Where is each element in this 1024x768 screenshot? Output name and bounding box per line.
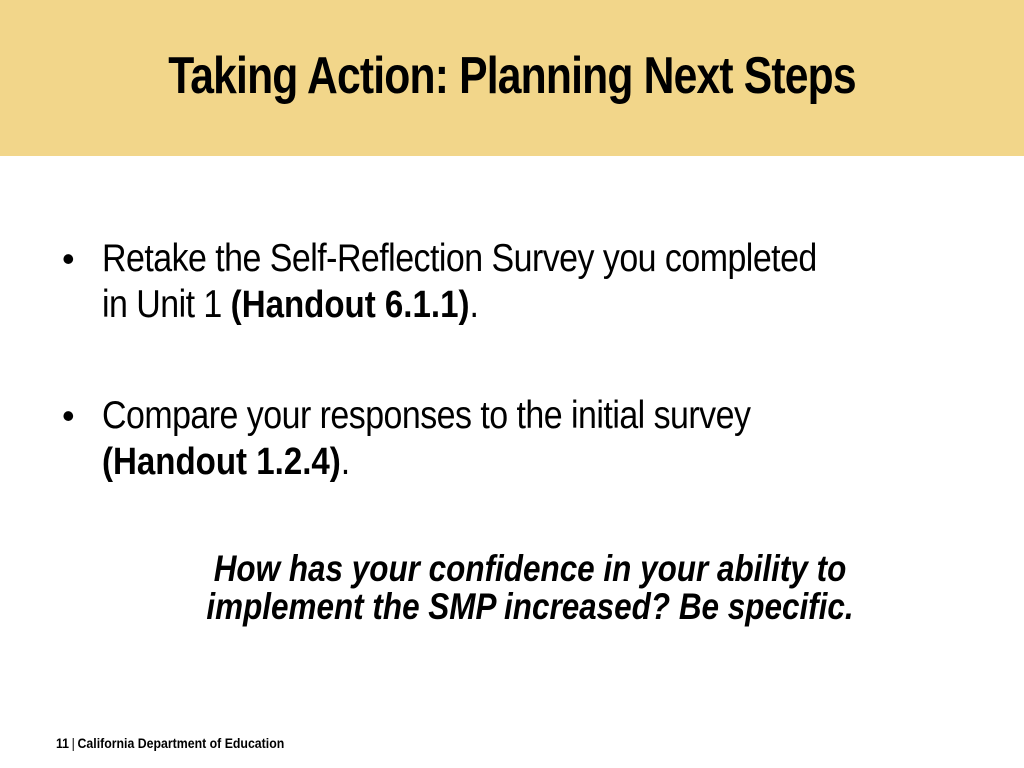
bullet-line-2 [102,282,850,328]
bullet-line-1: Retake the Self-Reflection Survey you completed [102,237,817,280]
bullet-text [102,236,850,328]
handout-reference: (Handout 1.2.4) [102,441,341,483]
slide-footer [56,734,284,752]
reflection-question [80,550,981,626]
bullet-marker: • [62,395,75,436]
bullet-line-1: Compare your responses to the initial survey [102,394,751,437]
question-line-2: implement the SMP increased? Be specific. [206,586,854,627]
bullet-line-2-prefix: in Unit 1 [102,283,231,326]
question-line-1: How has your confidence in your ability to [213,548,847,589]
bullet-suffix: . [469,283,479,326]
footer-separator: | [71,735,75,751]
bullet-marker: • [62,238,75,279]
bullet-suffix: . [340,440,350,483]
bullet-line-2 [102,439,850,485]
handout-reference: (Handout 6.1.1) [230,284,470,326]
bullet-text [102,393,850,485]
organization-name: California Department of Education [77,735,285,751]
page-number: 11 [56,735,70,751]
slide-title: Taking Action: Planning Next Steps [168,47,856,105]
